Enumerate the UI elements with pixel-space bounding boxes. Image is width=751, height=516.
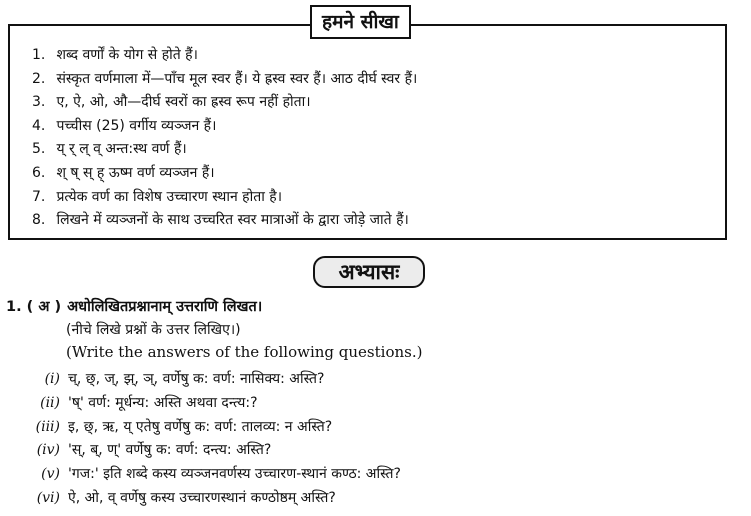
item-label: (iv) <box>36 442 60 459</box>
item-text: श् ष् स् ह् ऊष्म वर्ण व्यञ्जन हैं। <box>56 164 215 181</box>
question-heading-text: अधोलिखितप्रश्नानाम् उत्तराणि लिखत। <box>67 299 263 315</box>
summary-item <box>32 209 417 233</box>
item-label: (iii) <box>35 418 60 435</box>
question-item <box>0 463 401 487</box>
summary-item <box>32 162 417 186</box>
question-number: 1. ( अ ) <box>6 299 62 315</box>
item-text: च्, छ्, ज्, झ्, ञ्, वर्णेषु क: वर्ण: नासिक्य: अस्ति? <box>68 371 325 387</box>
exercise-badge: अभ्यासः <box>313 256 425 288</box>
summary-list <box>32 44 417 233</box>
question-item <box>0 392 401 416</box>
item-text: य् र् ल् व् अन्त:स्थ वर्ण हैं। <box>56 141 187 158</box>
question-item <box>0 487 401 511</box>
item-label: (v) <box>41 466 60 483</box>
item-text: 'स्, ब्, ण्' वर्णेषु क: वर्ण: दन्त्य: अस्ति? <box>68 442 272 459</box>
summary-item <box>32 68 417 92</box>
question-item <box>0 368 401 392</box>
english-instruction: (Write the answers of the following questions.) <box>66 343 423 361</box>
item-text: 'गज:' इति शब्दे कस्य व्यञ्जनवर्णस्य उच्चारण-स्थानं कण्ठ: अस्ति? <box>68 466 401 483</box>
item-number: 5. <box>32 141 46 158</box>
item-number: 8. <box>32 212 46 229</box>
summary-box <box>8 24 727 240</box>
item-number: 3. <box>32 94 46 111</box>
question-items <box>0 368 401 511</box>
summary-title: हमने सीखा <box>310 5 411 39</box>
question-heading <box>6 296 262 316</box>
item-number: 1. <box>32 47 46 63</box>
question-item <box>0 439 401 463</box>
item-text: ए, ऐ, ओ, औ—दीर्घ स्वरों का ह्रस्व रूप नहीं होता। <box>56 94 311 111</box>
summary-item <box>32 44 417 68</box>
item-number: 2. <box>32 70 46 87</box>
item-text: पच्चीस (25) वर्गीय व्यञ्जन हैं। <box>56 117 217 134</box>
summary-item <box>32 115 417 139</box>
item-text: शब्द वर्णों के योग से होते हैं। <box>56 47 198 63</box>
item-text: लिखने में व्यञ्जनों के साथ उच्चरित स्वर मात्राओं के द्वारा जोड़े जाते हैं। <box>56 212 409 229</box>
hindi-instruction: (नीचे लिखे प्रश्नों के उत्तर लिखिए।) <box>66 322 241 338</box>
item-text: संस्कृत वर्णमाला में—पाँच मूल स्वर हैं। ये ह्रस्व स्वर हैं। आठ दीर्घ स्वर हैं। <box>56 70 418 87</box>
item-number: 7. <box>32 188 46 205</box>
item-number: 6. <box>32 164 46 181</box>
item-number: 4. <box>32 117 46 134</box>
item-label: (ii) <box>40 394 60 411</box>
question-item <box>0 416 401 440</box>
summary-item <box>32 186 417 210</box>
item-text: प्रत्येक वर्ण का विशेष उच्चारण स्थान होता है। <box>56 188 283 205</box>
item-label: (vi) <box>36 489 60 506</box>
item-text: ऐ, ओ, व् वर्णेषु कस्य उच्चारणस्थानं कण्ठोष्ठम् अस्ति? <box>68 489 336 506</box>
item-text: 'ष्' वर्ण: मूर्धन्य: अस्ति अथवा दन्त्य:? <box>68 394 258 411</box>
summary-item <box>32 138 417 162</box>
item-text: इ, छ्, ऋ, य् एतेषु वर्णेषु क: वर्ण: तालव्य: न अस्ति? <box>68 418 333 435</box>
summary-item <box>32 91 417 115</box>
item-label: (i) <box>44 371 60 387</box>
